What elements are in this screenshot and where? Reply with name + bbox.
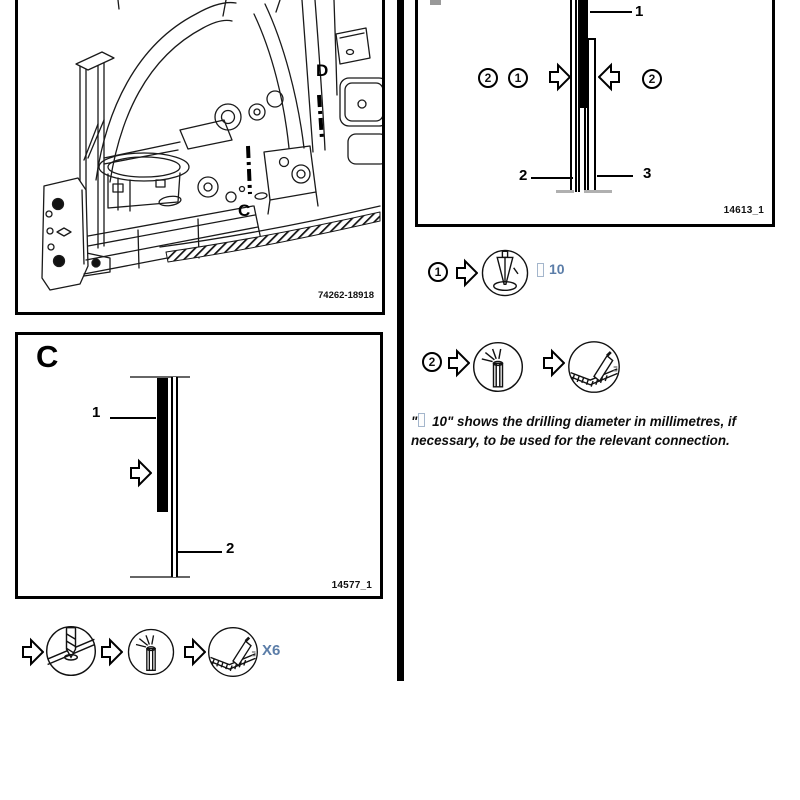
photo-panel bbox=[15, 0, 385, 315]
leader-line-2 bbox=[178, 551, 222, 553]
mastic-applicator-icon bbox=[471, 340, 525, 394]
arrow-right-icon bbox=[543, 348, 565, 378]
callout-2: 2 bbox=[519, 167, 528, 184]
cropped-label-fragment bbox=[430, 0, 441, 5]
figure-reference: 14613_1 bbox=[723, 205, 764, 216]
note-line-2: necessary, to be used for the relevant connection. bbox=[411, 433, 730, 449]
leader-line-1 bbox=[110, 417, 156, 419]
bottom-edge-tick bbox=[130, 576, 190, 578]
figure-reference: 14577_1 bbox=[331, 580, 372, 591]
arrow-right-icon bbox=[448, 348, 470, 378]
diameter-symbol bbox=[537, 263, 544, 277]
mastic-applicator-icon bbox=[126, 627, 176, 677]
panel-layer-middle bbox=[578, 108, 586, 192]
leader-line-2 bbox=[531, 177, 573, 179]
body-structure-drawing bbox=[18, 0, 382, 312]
leader-line-1 bbox=[590, 11, 632, 13]
panel-layer-right bbox=[587, 38, 596, 192]
callout-1: 1 bbox=[635, 3, 644, 20]
column-divider bbox=[397, 0, 404, 681]
right-detail-panel bbox=[415, 0, 775, 227]
step-badge-1: 1 bbox=[508, 68, 528, 88]
callout-2: 2 bbox=[226, 540, 235, 557]
step-badge-2-right: 2 bbox=[642, 69, 662, 89]
photo-reference: 74262-18918 bbox=[318, 290, 374, 301]
arrow-right-icon bbox=[101, 637, 123, 667]
note-line-1: 10" shows the drilling diameter in millimetres, if bbox=[428, 414, 737, 429]
arrow-left-icon bbox=[598, 61, 620, 93]
arrow-right-icon bbox=[22, 637, 44, 667]
marker-label-d: D bbox=[316, 61, 329, 80]
section-c-panel bbox=[15, 332, 383, 599]
direction-arrow-icon bbox=[130, 458, 152, 488]
marker-label-c: C bbox=[238, 201, 251, 220]
step-badge-2: 2 bbox=[478, 68, 498, 88]
drill-icon bbox=[44, 624, 98, 678]
drill-icon bbox=[479, 247, 531, 299]
arrow-right-icon bbox=[184, 637, 206, 667]
new-panel-section bbox=[157, 378, 168, 512]
mig-weld-icon bbox=[566, 339, 622, 395]
panel-layer-left bbox=[570, 0, 577, 192]
diameter-value: 10 bbox=[549, 261, 565, 277]
leader-line-3 bbox=[597, 175, 633, 177]
drilling-note bbox=[411, 412, 787, 451]
base-tick-left bbox=[556, 190, 574, 193]
section-c-title: C bbox=[36, 339, 59, 374]
diameter-symbol bbox=[418, 413, 425, 427]
base-tick-right bbox=[584, 190, 612, 193]
repeat-count-label: X6 bbox=[262, 642, 281, 659]
note-open-quote: " bbox=[411, 414, 418, 429]
step-1-badge: 1 bbox=[428, 262, 448, 282]
callout-3: 3 bbox=[643, 165, 652, 182]
callout-1: 1 bbox=[92, 404, 101, 421]
arrow-right-icon bbox=[456, 258, 478, 288]
mig-weld-icon bbox=[206, 625, 260, 679]
arrow-right-icon bbox=[549, 61, 571, 93]
existing-panel-section bbox=[171, 377, 178, 577]
step-2-badge: 2 bbox=[422, 352, 442, 372]
